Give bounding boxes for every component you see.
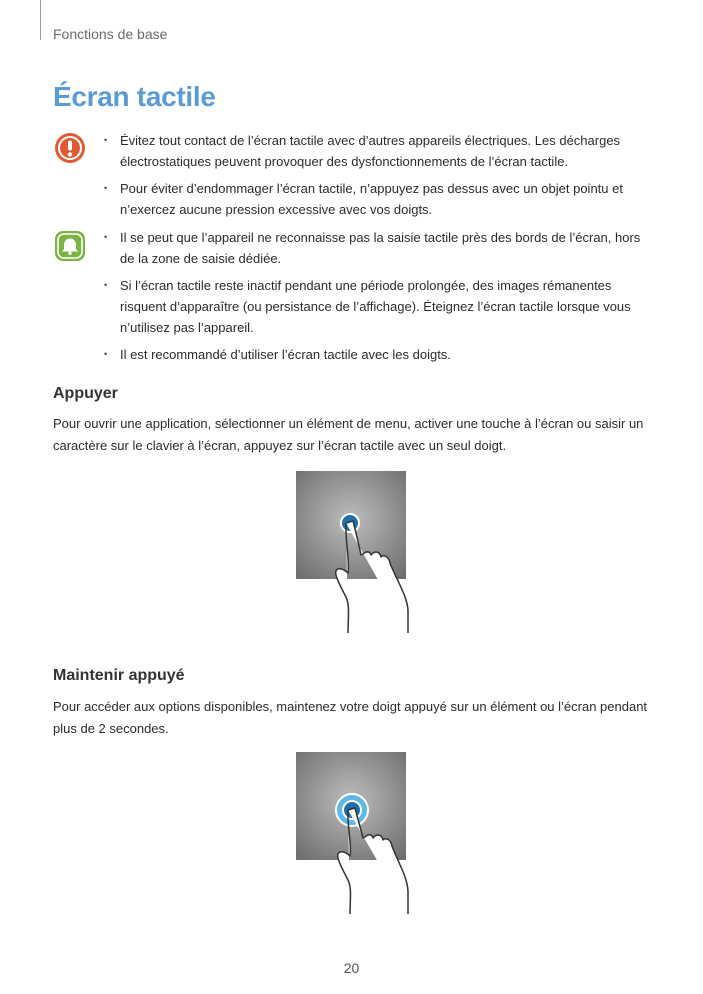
list-item: • Si l’écran tactile reste inactif pendant une période prolongée, des images rémanentes risquent d’apparaître (ou persistance de l’affichage). Éteignez l’écran tactile lorsque vous n’utilisez pas l’appareil. (104, 275, 649, 338)
warning-list (104, 130, 649, 226)
header-divider (40, 0, 41, 40)
exclamation-icon (54, 132, 86, 164)
list-item: • Évitez tout contact de l’écran tactile avec d’autres appareils électriques. Les décharges électrostatiques peuvent provoquer des dysfonctionnements de l’écran tactile. (104, 130, 649, 172)
section-label: Fonctions de base (53, 26, 168, 42)
hold-heading: Maintenir appuyé (53, 667, 185, 684)
note-list (104, 227, 649, 371)
tap-description: Pour ouvrir une application, sélectionner un élément de menu, activer une touche à l’écran ou saisir un caractère sur le clavier à l’écran, appuyez sur l’écran tactile avec un seul doigt. (53, 416, 644, 453)
hold-description: Pour accéder aux options disponibles, maintenez votre doigt appuyé sur un élément ou l’écran pendant plus de 2 secondes. (53, 699, 648, 736)
tap-heading: Appuyer (53, 385, 118, 402)
list-item: • Pour éviter d’endommager l’écran tactile, n’appuyez pas dessus avec un objet pointu et n’exercez aucune pression excessive avec vos doigts. (104, 178, 649, 220)
page-title: Écran tactile (53, 81, 216, 112)
page-number: 20 (343, 960, 360, 976)
bell-icon (54, 230, 86, 262)
tap-gesture-illustration (296, 471, 416, 641)
hold-gesture-illustration (296, 752, 416, 922)
list-item: • Il se peut que l’appareil ne reconnaisse pas la saisie tactile près des bords de l’écran, hors de la zone de saisie dédiée. (104, 227, 649, 269)
list-item: • Il est recommandé d’utiliser l’écran tactile avec les doigts. (104, 344, 649, 365)
